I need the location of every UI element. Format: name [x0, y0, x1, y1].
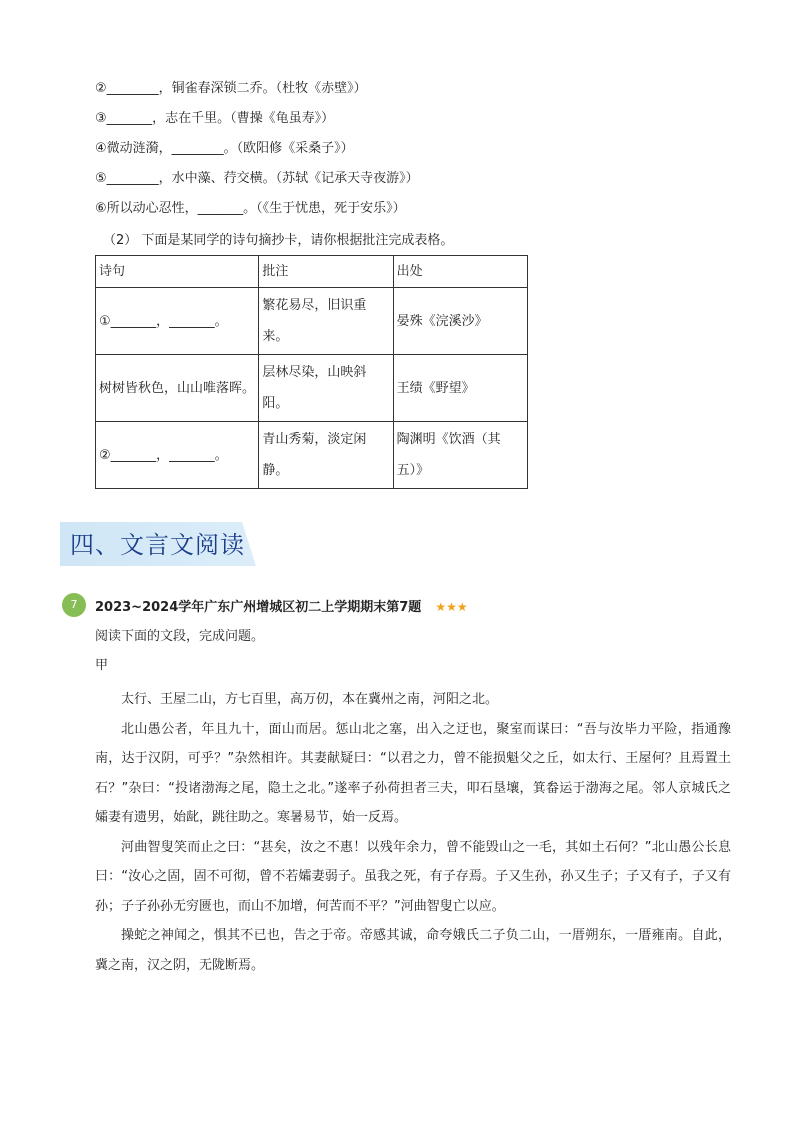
- header-cell: 诗句: [96, 256, 259, 288]
- poem-card-table: [95, 255, 528, 489]
- header-cell: 批注: [259, 256, 393, 288]
- fill-in-line: ③_______，志在千里。（曹操《龟虽寿》）: [95, 111, 335, 126]
- poem-cell: ①_______，_______。: [96, 288, 259, 355]
- poem-cell: ②_______，_______。: [96, 422, 259, 489]
- table-row: [96, 288, 528, 355]
- fill-in-lines: [95, 78, 419, 228]
- passage-paragraph: 河曲智叟笑而止之曰：“甚矣，汝之不惠！以残年余力，曾不能毁山之一毛，其如土石何？”北山愚公长息曰：“汝心之固，固不可彻，曾不若孀妻弱子。虽我之死，有子存焉。子又生孙，孙又生子；子又有子，子又有孙；子子孙孙无穷匮也，而山不加增，何苦而不平？”河曲智叟亡以应。: [95, 839, 731, 914]
- table-row: [96, 355, 528, 422]
- source-cell: 王绩《野望》: [393, 355, 527, 422]
- note-cell: 层林尽染，山映斜阳。: [259, 355, 393, 422]
- table-header-row: [96, 256, 528, 288]
- note-cell: 青山秀菊，淡定闲静。: [259, 422, 393, 489]
- passage-text: [95, 685, 731, 980]
- fill-in-line: ④微动涟漪，________。（欧阳修《采桑子》）: [95, 141, 354, 156]
- section-title: 四、文言文阅读: [70, 531, 245, 559]
- question-number-badge: 7: [62, 593, 86, 617]
- passage-label: 甲: [95, 658, 109, 673]
- passage-paragraph: 北山愚公者，年且九十，面山而居。惩山北之塞，出入之迂也，聚室而谋曰：“吾与汝毕力平险，指通豫南，达于汉阴，可乎？”杂然相许。其妻献疑曰：“以君之力，曾不能损魁父之丘，如太行、王屋何？且焉置土石？”杂曰：“投诸渤海之尾，隐土之北。”遂率子孙荷担者三夫，叩石垦壤，箕畚运于渤海之尾。邻人京城氏之孀妻有遗男，始龀，跳往助之。寒暑易节，始一反焉。: [95, 721, 731, 825]
- table-row: [96, 422, 528, 489]
- source-cell: 陶渊明《饮酒（其五）》: [393, 422, 527, 489]
- part2-instruction: （2） 下面是某同学的诗句摘抄卡，请你根据批注完成表格。: [103, 233, 454, 248]
- fill-in-line: ⑥所以动心忍性，_______。（《生于忧患，死于安乐》）: [95, 201, 406, 216]
- header-cell: 出处: [393, 256, 527, 288]
- note-cell: 繁花易尽，旧识重来。: [259, 288, 393, 355]
- poem-cell: 树树皆秋色，山山唯落晖。: [96, 355, 259, 422]
- passage-paragraph: 太行、王屋二山，方七百里，高万仞，本在冀州之南，河阳之北。: [121, 692, 499, 707]
- fill-in-line: ⑤________，水中藻、荇交横。（苏轼《记承天寺夜游》）: [95, 171, 419, 186]
- question-source: 2023~2024学年广东广州增城区初二上学期期末第7题: [95, 600, 422, 615]
- difficulty-stars: ★★★: [435, 600, 468, 614]
- question-instruction: 阅读下面的文段，完成问题。: [95, 629, 265, 644]
- passage-paragraph: 操蛇之神闻之，惧其不已也，告之于帝。帝感其诚，命夸娥氏二子负二山，一厝朔东，一厝雍南。自此，冀之南，汉之阴，无陇断焉。: [95, 928, 731, 973]
- question-header: [95, 598, 468, 617]
- fill-in-line: ②________，铜雀春深锁二乔。（杜牧《赤壁》）: [95, 81, 367, 96]
- source-cell: 晏殊《浣溪沙》: [393, 288, 527, 355]
